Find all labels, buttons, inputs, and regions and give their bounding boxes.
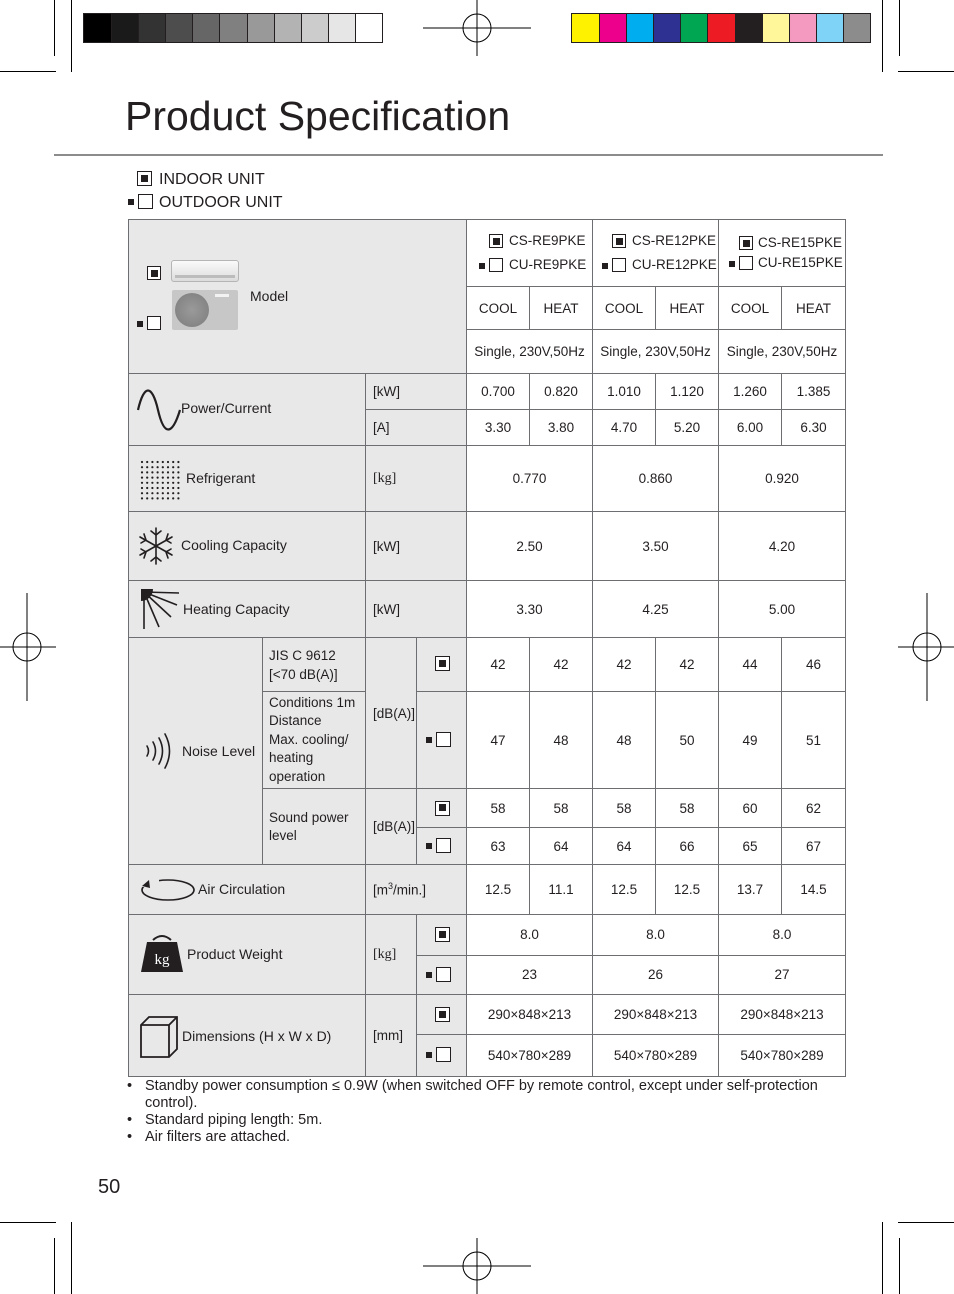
sound-waves-icon	[143, 733, 177, 769]
conditions-line-3: Max. cooling/	[269, 731, 349, 747]
dot	[146, 477, 148, 479]
conditions-line-5: operation	[269, 768, 326, 784]
dot	[146, 461, 148, 463]
outdoor-unit-icon	[489, 258, 503, 272]
dot	[146, 471, 148, 473]
noise-indoor-value: 42	[656, 638, 719, 692]
dimensions-outdoor-value: 540×780×289	[719, 1035, 846, 1077]
power-supply-1: Single, 230V,50Hz	[467, 329, 593, 373]
indoor-unit-icon	[612, 234, 626, 248]
dot	[167, 492, 169, 494]
mode-cell: HEAT	[656, 287, 719, 329]
sound-power-line-2: level	[269, 827, 297, 843]
dot	[151, 492, 153, 494]
dot	[151, 497, 153, 499]
conditions-line-4: heating	[269, 750, 314, 766]
color-swatch	[219, 14, 247, 42]
weight-indoor-value: 8.0	[593, 915, 719, 956]
power-current-label-cell	[129, 374, 366, 446]
dot	[151, 461, 153, 463]
indoor-unit-icon	[739, 236, 753, 250]
dot	[177, 471, 179, 473]
indoor-unit-icon	[435, 927, 450, 942]
power-supply-2: Single, 230V,50Hz	[593, 329, 719, 373]
unit-text: [m	[373, 882, 388, 898]
note-item: • Air filters are attached.	[127, 1129, 827, 1146]
dimensions-label: Dimensions (H x W x D)	[182, 1028, 332, 1044]
color-calibration-bar	[571, 13, 871, 43]
dimensions-indoor-value: 290×848×213	[467, 995, 593, 1035]
sound-power-indoor-value: 60	[719, 789, 782, 828]
dot	[157, 487, 159, 489]
dot	[162, 482, 164, 484]
dot	[141, 461, 143, 463]
current-a-value: 6.30	[782, 410, 846, 446]
unit-mm: [mm]	[366, 995, 417, 1077]
dot	[162, 471, 164, 473]
page-number: 50	[98, 1176, 121, 1198]
indoor-icon-cell	[417, 995, 467, 1035]
power-supply-3: Single, 230V,50Hz	[719, 329, 846, 373]
sound-power-indoor-value: 58	[656, 789, 719, 828]
sound-power-label-cell	[263, 789, 366, 865]
dimensions-indoor-value: 290×848×213	[719, 995, 846, 1035]
refrigerant-value: 0.860	[593, 446, 719, 512]
noise-outdoor-value: 50	[656, 692, 719, 789]
dot	[172, 466, 174, 468]
legend-indoor: INDOOR UNIT	[159, 171, 265, 188]
indoor-unit-icon	[137, 171, 152, 186]
outdoor-unit-icon	[147, 316, 161, 330]
dot	[157, 477, 159, 479]
weight-outdoor-value: 27	[719, 955, 846, 995]
dot	[167, 461, 169, 463]
dot	[157, 461, 159, 463]
refrigerant-value: 0.770	[467, 446, 593, 512]
dot	[157, 497, 159, 499]
unit-dba: [dB(A)]	[366, 638, 417, 789]
indoor-unit-image-vent	[175, 275, 235, 278]
heating-capacity-value: 4.25	[593, 581, 719, 638]
dot	[151, 471, 153, 473]
air-circulation-value: 14.5	[782, 865, 846, 915]
sound-power-indoor-value: 58	[467, 789, 530, 828]
dot	[177, 461, 179, 463]
outdoor-unit-icon	[436, 967, 451, 982]
sun-rays-icon	[139, 587, 183, 631]
power-kw-value: 0.820	[530, 374, 593, 410]
indoor-icon-cell	[417, 915, 467, 956]
indoor-unit-icon	[489, 234, 503, 248]
outdoor-icon-cell	[417, 1035, 467, 1077]
weight-indoor-value: 8.0	[719, 915, 846, 956]
outdoor-unit-label	[215, 294, 229, 297]
indoor-unit-icon	[147, 266, 161, 280]
dimensions-indoor-value: 290×848×213	[593, 995, 719, 1035]
dot	[141, 477, 143, 479]
color-swatch	[355, 14, 383, 42]
dot	[162, 487, 164, 489]
dot	[151, 477, 153, 479]
cooling-capacity-value: 4.20	[719, 512, 846, 581]
sine-wave-icon	[136, 388, 182, 432]
refrigerant-dots-icon	[139, 459, 181, 501]
model-outdoor-1: CU-RE9PKE	[509, 257, 587, 273]
air-circulation-icon	[139, 876, 197, 904]
dot	[172, 492, 174, 494]
color-swatch	[572, 14, 600, 42]
dot	[167, 487, 169, 489]
cooling-capacity-label: Cooling Capacity	[181, 537, 287, 553]
model-indoor-3: CS-RE15PKE	[758, 235, 843, 251]
dimensions-outdoor-value: 540×780×289	[467, 1035, 593, 1077]
air-circulation-value: 12.5	[593, 865, 656, 915]
jis-line-2: [<70 dB(A)]	[269, 666, 338, 682]
color-swatch	[301, 14, 329, 42]
model-outdoor-2: CU-RE12PKE	[632, 257, 717, 273]
cube-icon	[139, 1015, 179, 1059]
jis-line-1: JIS C 9612	[269, 647, 336, 663]
outdoor-unit-icon	[612, 258, 626, 272]
dot	[151, 482, 153, 484]
power-kw-value: 0.700	[467, 374, 530, 410]
model-label: Model	[250, 288, 289, 304]
dot	[157, 492, 159, 494]
dot	[141, 492, 143, 494]
dot	[177, 492, 179, 494]
dot	[157, 471, 159, 473]
model-cell-1	[467, 220, 593, 287]
dot	[141, 471, 143, 473]
jis-label-cell	[263, 638, 366, 692]
noise-outdoor-value: 47	[467, 692, 530, 789]
sound-power-outdoor-value: 64	[530, 828, 593, 865]
title-divider	[54, 154, 883, 156]
dot	[177, 482, 179, 484]
dot	[157, 482, 159, 484]
model-indoor-1: CS-RE9PKE	[509, 233, 586, 249]
current-a-value: 6.00	[719, 410, 782, 446]
model-label-cell	[129, 220, 467, 374]
mode-cell: COOL	[719, 287, 782, 329]
noise-outdoor-value: 48	[530, 692, 593, 789]
dot	[172, 487, 174, 489]
legend-outdoor: OUTDOOR UNIT	[159, 194, 283, 211]
model-cell-3	[719, 220, 846, 287]
notes-list	[127, 1078, 827, 1146]
snowflake-icon	[136, 526, 176, 566]
weight-icon-text: kg	[154, 952, 170, 968]
current-a-value: 4.70	[593, 410, 656, 446]
dot	[151, 487, 153, 489]
heating-capacity-label-cell	[129, 581, 366, 638]
color-swatch	[735, 14, 763, 42]
refrigerant-label-cell	[129, 446, 366, 512]
dot	[167, 497, 169, 499]
noise-outdoor-value: 48	[593, 692, 656, 789]
color-swatch	[626, 14, 654, 42]
power-current-label: Power/Current	[181, 400, 272, 416]
note-item: • Standby power consumption ≤ 0.9W (when switched OFF by remote control, except under self-protection control).	[127, 1078, 827, 1112]
sound-power-outdoor-value: 63	[467, 828, 530, 865]
mode-cell: COOL	[467, 287, 530, 329]
outdoor-unit-icon	[138, 194, 153, 209]
dot	[162, 477, 164, 479]
dot	[146, 466, 148, 468]
indoor-unit-icon	[435, 1007, 450, 1022]
color-swatch	[816, 14, 844, 42]
dot	[141, 466, 143, 468]
noise-indoor-value: 42	[530, 638, 593, 692]
color-swatch	[192, 14, 220, 42]
outdoor-unit-icon	[436, 838, 451, 853]
dot	[146, 492, 148, 494]
unit-kg: [kg]	[366, 915, 417, 995]
unit-kw: [kW]	[366, 581, 467, 638]
conditions-label-cell	[263, 692, 366, 789]
dot	[177, 477, 179, 479]
outdoor-unit-icon	[739, 256, 753, 270]
model-indoor-2: CS-RE12PKE	[632, 233, 717, 249]
unit-kw: [kW]	[366, 374, 467, 410]
sound-power-indoor-value: 58	[530, 789, 593, 828]
power-kw-value: 1.120	[656, 374, 719, 410]
power-kw-value: 1.385	[782, 374, 846, 410]
dot	[167, 477, 169, 479]
specification-table	[128, 219, 846, 1077]
air-circulation-label-cell	[129, 865, 366, 915]
mode-cell: COOL	[593, 287, 656, 329]
cooling-capacity-value: 3.50	[593, 512, 719, 581]
dot	[167, 466, 169, 468]
dot	[146, 487, 148, 489]
sound-power-indoor-value: 62	[782, 789, 846, 828]
unit-superscript: 3	[388, 881, 394, 892]
color-swatch	[247, 14, 275, 42]
current-a-value: 3.80	[530, 410, 593, 446]
noise-level-label-cell	[129, 638, 263, 865]
weight-icon	[139, 934, 185, 974]
unit-dba: [dB(A)]	[366, 789, 417, 865]
color-swatch	[843, 14, 871, 42]
dot	[167, 482, 169, 484]
dot	[177, 497, 179, 499]
color-swatch	[111, 14, 139, 42]
weight-indoor-value: 8.0	[467, 915, 593, 956]
color-swatch	[707, 14, 735, 42]
current-a-value: 5.20	[656, 410, 719, 446]
outdoor-icon-cell	[417, 692, 467, 789]
dot	[141, 487, 143, 489]
unit-text: /min.]	[393, 882, 427, 898]
outdoor-unit-fan	[175, 293, 209, 327]
sound-power-line-1: Sound power	[269, 809, 349, 825]
sound-power-outdoor-value: 67	[782, 828, 846, 865]
air-circulation-value: 12.5	[467, 865, 530, 915]
product-weight-label: Product Weight	[187, 946, 283, 962]
sound-power-indoor-value: 58	[593, 789, 656, 828]
noise-indoor-value: 46	[782, 638, 846, 692]
noise-outdoor-value: 49	[719, 692, 782, 789]
dot	[146, 482, 148, 484]
dot	[141, 497, 143, 499]
outdoor-icon-cell	[417, 955, 467, 995]
weight-outdoor-value: 26	[593, 955, 719, 995]
dot	[167, 471, 169, 473]
dot	[172, 471, 174, 473]
dot	[162, 461, 164, 463]
dot	[172, 461, 174, 463]
color-swatch	[138, 14, 166, 42]
sound-power-outdoor-value: 66	[656, 828, 719, 865]
current-a-value: 3.30	[467, 410, 530, 446]
dot	[146, 497, 148, 499]
unit-m3-min	[366, 865, 467, 915]
conditions-line-1: Conditions 1m	[269, 694, 356, 710]
outdoor-icon-cell	[417, 828, 467, 865]
weight-outdoor-value: 23	[467, 955, 593, 995]
sound-power-outdoor-value: 65	[719, 828, 782, 865]
color-swatch	[84, 14, 112, 42]
cooling-capacity-value: 2.50	[467, 512, 593, 581]
color-swatch	[599, 14, 627, 42]
dot	[172, 482, 174, 484]
dot	[162, 466, 164, 468]
air-circulation-value: 11.1	[530, 865, 593, 915]
dot	[177, 466, 179, 468]
note-item: • Standard piping length: 5m.	[127, 1112, 827, 1129]
unit-kg: [kg]	[366, 446, 467, 512]
power-kw-value: 1.010	[593, 374, 656, 410]
dot	[172, 477, 174, 479]
cooling-capacity-label-cell	[129, 512, 366, 581]
dot	[151, 466, 153, 468]
indoor-icon-cell	[417, 789, 467, 828]
color-swatch	[274, 14, 302, 42]
dot	[141, 482, 143, 484]
indoor-icon-cell	[417, 638, 467, 692]
dot	[172, 497, 174, 499]
noise-outdoor-value: 51	[782, 692, 846, 789]
indoor-unit-icon	[435, 801, 450, 816]
heating-capacity-value: 5.00	[719, 581, 846, 638]
model-outdoor-3: CU-RE15PKE	[758, 255, 843, 271]
dot	[162, 497, 164, 499]
power-kw-value: 1.260	[719, 374, 782, 410]
color-swatch	[653, 14, 681, 42]
refrigerant-value: 0.920	[719, 446, 846, 512]
dot	[177, 487, 179, 489]
dimensions-outdoor-value: 540×780×289	[593, 1035, 719, 1077]
heating-capacity-value: 3.30	[467, 581, 593, 638]
heating-capacity-label: Heating Capacity	[183, 601, 290, 617]
dot	[162, 492, 164, 494]
noise-indoor-value: 42	[467, 638, 530, 692]
sound-power-outdoor-value: 64	[593, 828, 656, 865]
color-swatch	[328, 14, 356, 42]
noise-indoor-value: 44	[719, 638, 782, 692]
air-circulation-label: Air Circulation	[198, 881, 286, 897]
model-cell-2	[593, 220, 719, 287]
outdoor-unit-icon	[436, 732, 451, 747]
mode-cell: HEAT	[782, 287, 846, 329]
indoor-unit-icon	[435, 656, 450, 671]
color-swatch	[789, 14, 817, 42]
gray-color-bar	[83, 13, 383, 43]
page-title: Product Specification	[125, 93, 511, 139]
air-circulation-value: 12.5	[656, 865, 719, 915]
noise-level-label: Noise Level	[182, 743, 256, 759]
noise-indoor-value: 42	[593, 638, 656, 692]
unit-a: [A]	[366, 410, 467, 446]
color-swatch	[762, 14, 790, 42]
outdoor-unit-icon	[436, 1047, 451, 1062]
color-swatch	[165, 14, 193, 42]
refrigerant-label: Refrigerant	[186, 470, 256, 486]
dot	[157, 466, 159, 468]
product-weight-label-cell	[129, 915, 366, 995]
conditions-line-2: Distance	[269, 713, 322, 729]
mode-cell: HEAT	[530, 287, 593, 329]
dimensions-label-cell	[129, 995, 366, 1077]
indoor-unit-image	[171, 260, 239, 282]
unit-kw: [kW]	[366, 512, 467, 581]
air-circulation-value: 13.7	[719, 865, 782, 915]
color-swatch	[680, 14, 708, 42]
